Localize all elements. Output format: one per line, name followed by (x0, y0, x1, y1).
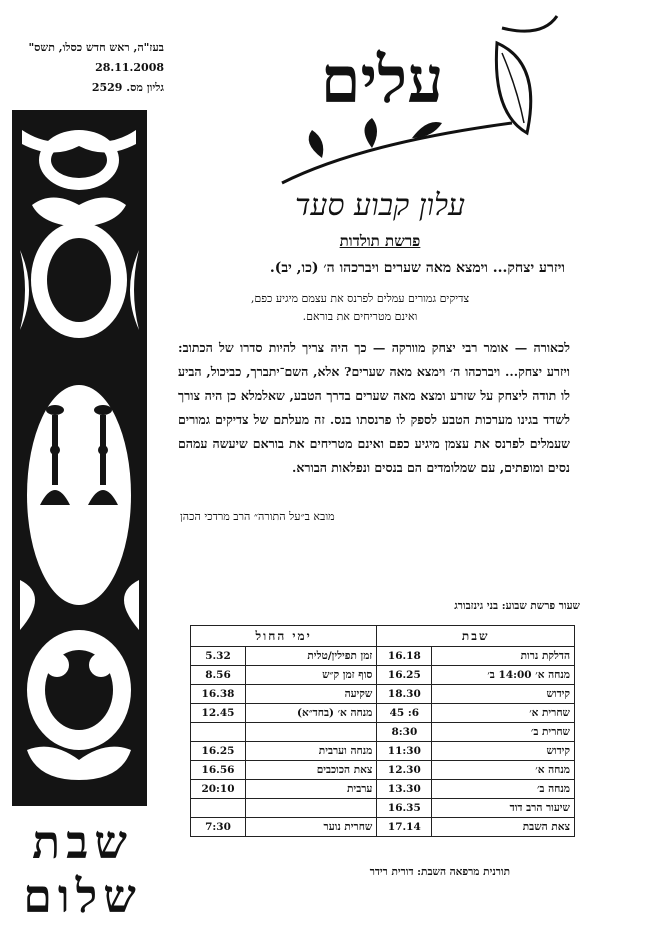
masthead-logo (262, 8, 567, 188)
shabbat-label: צאת השבת (432, 818, 575, 837)
shabbat-time: 16.35 (377, 799, 432, 818)
shabbat-label: מנחה ב׳ (432, 780, 575, 799)
weekday-time: 12.45 (191, 704, 246, 723)
weekday-time: 16.56 (191, 761, 246, 780)
article-body: לכאורה — אומר רבי יצחק מוורקה — כך היה צריך להיות סדרו של הכתוב: ויזרע יצחק... ויברכהו ה׳ וימצא מאה שערים? אלא, השם־יתברך, כביכול, הביע לו תודה ליצחק על שזרע ומצא מאה שערים בדרך הטבע, שאלמלא כן היה צורך לשדד בגינו מערכות הטבע לספק לו פרנסתו בנס. זה מעלתם של צדיקים גמורים שעמלים לפרנס את עצמן מיגיע כפם ואינם מטריחים את בוראם שיעשה עמהם נסים ומופתים, עם שמלומדים הם בנסים ונפלאות הבורא. (178, 340, 570, 475)
pharmacy-on-duty: תורנית מרפאה השבת: דורית רידר (369, 866, 510, 878)
weekday-label: צאת הכוכבים (246, 761, 377, 780)
shabbat-label: קידוש (432, 742, 575, 761)
shabbat-label: מנחה א׳ 14:00 ב׳ (432, 666, 575, 685)
table-row (191, 742, 575, 761)
shabbat-time: 17.14 (377, 818, 432, 837)
logo-title: עלים (320, 43, 444, 118)
shabbat-time: 12.30 (377, 761, 432, 780)
shabbat-time: 16.25 (377, 666, 432, 685)
shalom-word: שלום (23, 869, 142, 923)
shabbat-time: 8:30 (377, 723, 432, 742)
intro-line: ואינם מטריחים את בוראם. (302, 310, 418, 323)
shabbat-label: שחרית ב׳ (432, 723, 575, 742)
weekday-column-header: ימי החול (191, 626, 377, 647)
table-header-row (191, 626, 575, 647)
article-source: מובא ב״על התורה״ הרב מרדכי הכהן (180, 510, 335, 523)
intro-line: צדיקים גמורים עמלים לפרנס את עצמם מיגיע כפם, (250, 292, 470, 305)
shabbat-time: 16.18 (377, 647, 432, 666)
table-row (191, 818, 575, 837)
table-row (191, 647, 575, 666)
shabbat-column-header: שבת (377, 626, 575, 647)
weekday-time (191, 799, 246, 818)
issue-number: גליון מס. 2529 (91, 81, 164, 94)
table-row (191, 704, 575, 723)
weekday-label (246, 723, 377, 742)
shabbat-shalom (10, 815, 155, 923)
weekday-label: מנחה א׳ (בחד״א) (246, 704, 377, 723)
table-row (191, 761, 575, 780)
prayer-times-table (190, 625, 575, 837)
weekday-label: סוף זמן ק״ש (246, 666, 377, 685)
shabbat-time: 13.30 (377, 780, 432, 799)
weekday-label: שקיעה (246, 685, 377, 704)
weekday-time: 7:30 (191, 818, 246, 837)
date-gregorian: 28.11.2008 (95, 61, 164, 74)
table-row (191, 723, 575, 742)
weekday-time: 8.56 (191, 666, 246, 685)
weekday-time: 16.38 (191, 685, 246, 704)
weekday-time: 16.25 (191, 742, 246, 761)
weekday-time: 20:10 (191, 780, 246, 799)
parasha-title: פרשת תולדות (339, 232, 421, 250)
weekday-time: 5.32 (191, 647, 246, 666)
verse-quote: ויזרע יצחק... וימצא מאה שערים ויברכהו ה׳ (כו, יב). (269, 260, 565, 276)
weekday-label: מנחה וערבית (246, 742, 377, 761)
shabbat-label: מנחה א׳ (432, 761, 575, 780)
table-row (191, 799, 575, 818)
shabbat-time: 11:30 (377, 742, 432, 761)
shabbat-label: קידוש (432, 685, 575, 704)
table-row (191, 685, 575, 704)
weekday-label: שחרית נוער (246, 818, 377, 837)
weekday-label (246, 799, 377, 818)
masthead-subtitle: עלון קבוע סעד (294, 188, 466, 223)
ornament-icon (12, 110, 147, 806)
shabbat-time: 6: 45 (377, 704, 432, 723)
shabbat-label: הדלקת נרות (432, 647, 575, 666)
weekday-label: ערבית (246, 780, 377, 799)
shabbat-word: שבת (32, 815, 133, 869)
shabbat-label: שחרית א׳ (432, 704, 575, 723)
table-row (191, 666, 575, 685)
weekday-label: זמן תפילין/טלית (246, 647, 377, 666)
date-hebrew: בעז"ה, ראש חדש כסלו, תשס" (28, 41, 164, 54)
intro-text (210, 290, 510, 326)
weekday-time (191, 723, 246, 742)
weekly-lesson: שעור פרשת שבוע: בני גינזבורג (454, 600, 580, 612)
table-row (191, 780, 575, 799)
shabbat-time: 18.30 (377, 685, 432, 704)
issue-header (4, 38, 164, 98)
decorative-border (12, 110, 147, 806)
shabbat-label: שיעור הרב דוד (432, 799, 575, 818)
